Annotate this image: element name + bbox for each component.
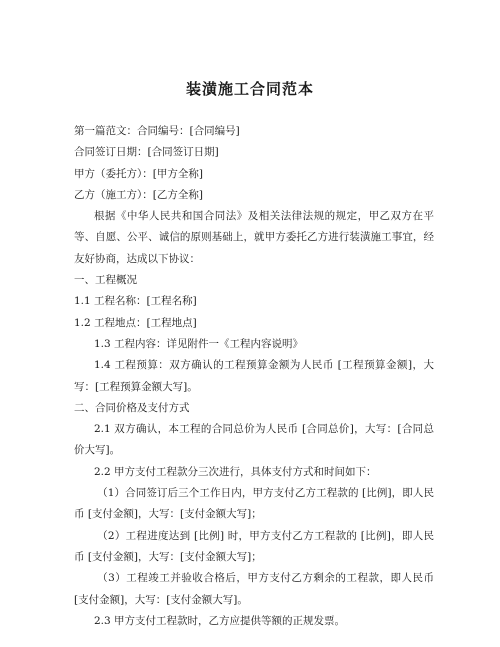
payment-item-3: （3）工程竣工并验收合格后，甲方支付乙方剩余的工程款，即人民币 [支付金额]，大写：[支付金额大写]。 bbox=[74, 572, 438, 606]
clause-2-3: 2.3 甲方支付工程款时，乙方应提供等额的正规发票。 bbox=[93, 614, 345, 627]
party-b-line: 乙方（施工方）：[乙方全称] bbox=[74, 188, 203, 201]
clause-1-1: 1.1 工程名称：[工程名称] bbox=[74, 295, 197, 308]
preamble-paragraph: 根据《中华人民共和国合同法》及相关法律法规的规定，甲乙双方在平等、自愿、公平、诚信的原则基础上，就甲方委托乙方进行装潢施工事宜，经友好协商，达成以下协议： bbox=[74, 210, 434, 265]
clause-2-1: 2.1 双方确认，本工程的合同总价为人民币 [合同总价]，大写：[合同总价大写]。 bbox=[74, 423, 434, 457]
payment-item-2: （2）工程进度达到 [比例] 时，甲方支付乙方工程款的 [比例]，即人民币 [支付金额]，大写：[支付金额大写]； bbox=[74, 529, 434, 563]
section-heading-2: 二、合同价格及支付方式 bbox=[74, 401, 190, 414]
clause-1-4: 1.4 工程预算：双方确认的工程预算金额为人民币 [工程预算金额]，大写：[工程预算金额大写]。 bbox=[74, 359, 434, 393]
document-title: 装潢施工合同范本 bbox=[185, 80, 314, 98]
contract-number-line: 第一篇范文：合同编号：[合同编号] bbox=[74, 125, 240, 137]
clause-1-2: 1.2 工程地点：[工程地点] bbox=[74, 316, 197, 329]
clause-2-2: 2.2 甲方支付工程款分三次进行，具体支付方式和时间如下： bbox=[93, 465, 377, 478]
sign-date-line: 合同签订日期：[合同签订日期] bbox=[74, 146, 219, 159]
payment-item-1: （1）合同签订后三个工作日内，甲方支付乙方工程款的 [比例]，即人民币 [支付金额]，大写：[支付金额大写]； bbox=[74, 487, 434, 521]
document-body bbox=[74, 121, 438, 632]
party-a-line: 甲方（委托方）：[甲方全称] bbox=[74, 167, 203, 180]
section-heading-1: 一、工程概况 bbox=[74, 274, 137, 287]
clause-1-3: 1.3 工程内容：详见附件一《工程内容说明》 bbox=[93, 337, 303, 350]
